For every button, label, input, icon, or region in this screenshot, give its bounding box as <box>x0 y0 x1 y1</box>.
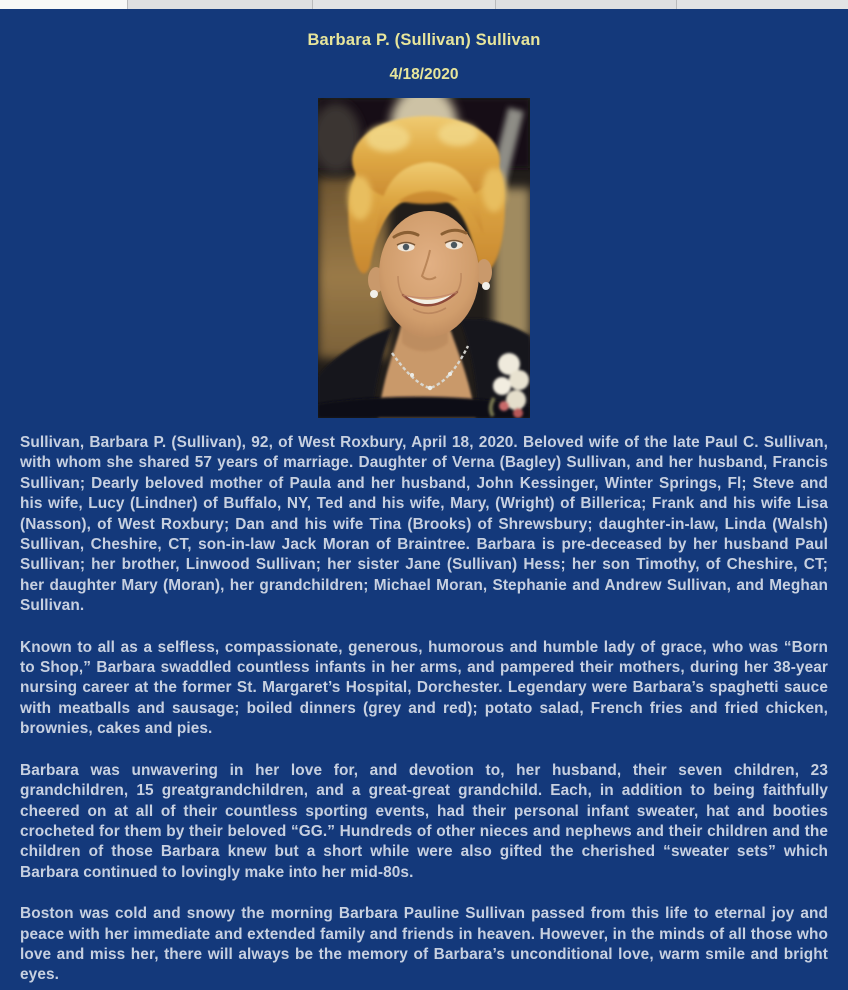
strip-cell <box>128 0 313 9</box>
strip-cell <box>313 0 496 9</box>
obituary-paragraph-3: Barbara was unwavering in her love for, and devotion to, her husband, their seven children, 23 grandchildren, 15 greatgrandchildren, and a great-great grandchild. Each, in addition to being faithfully cheered on at all of their countless sporting events, had their personal infant sweater, hat and booties crocheted for them by their beloved “GG.” Hundreds of other nieces and nephews and their children and the children of those Barbara knew but a short while were also gifted the cherished “sweater sets” which Barbara continued to lovingly make into her mid-80s. <box>20 761 828 881</box>
page-title: Barbara P. (Sullivan) Sullivan <box>307 31 541 49</box>
obituary-paragraph-4: Boston was cold and snowy the morning Barbara Pauline Sullivan passed from this life to eternal joy and peace with her immediate and extended family and friends in heaven. However, in the minds of all those who love and miss her, there will always be the memory of Barbara’s unconditional love, warm smile and bright eyes. <box>20 905 828 984</box>
portrait-photo-illustration <box>318 98 530 418</box>
obituary-text <box>20 433 828 986</box>
obituary-paragraph-1: Sullivan, Barbara P. (Sullivan), 92, of West Roxbury, April 18, 2020. Beloved wife of the late Paul C. Sullivan, with whom she shared 57 years of marriage. Daughter of Verna (Bagley) Sullivan, and her husband, Francis Sullivan; Dearly beloved mother of Paula and her husband, John Kessinger, Winter Springs, Fl; Steve and his wife, Lucy (Lindner) of Buffalo, NY, Ted and his wife, Mary, (Wright) of Billerica; Frank and his wife Lisa (Nasson), of West Roxbury; Dan and his wife Tina (Brooks) of Shrewsbury; daughter-in-law, Linda (Walsh) Sullivan, Cheshire, CT, son-in-law Jack Moran of Braintree. Barbara is pre-deceased by her husband Paul Sullivan; her brother, Linwood Sullivan; her sister Jane (Sullivan) Hess; her son Timothy, of Cheshire, CT; her daughter Mary (Moran), her grandchildren; Michael Moran, Stephanie and Andrew Sullivan, and Meghan Sullivan. <box>20 434 828 615</box>
obituary-content <box>0 31 848 986</box>
portrait-photo <box>318 98 530 418</box>
obituary-paragraph-2: Known to all as a selfless, compassionate, generous, humorous and humble lady of grace, who was “Born to Shop,” Barbara swaddled countless infants in her arms, and pampered their mothers, during her 38-year nursing career at the former St. Margaret’s Hospital, Dorchester. Legendary were Barbara’s spaghetti sauce with meatballs and sausage; boiled dinners (grey and red); potato salad, French fries and fried chicken, brownies, cakes and pies. <box>20 638 828 738</box>
browser-edge-strip <box>0 0 848 9</box>
death-date: 4/18/2020 <box>389 66 459 83</box>
strip-cell <box>0 0 128 9</box>
strip-cell <box>677 0 848 9</box>
strip-cell <box>496 0 677 9</box>
